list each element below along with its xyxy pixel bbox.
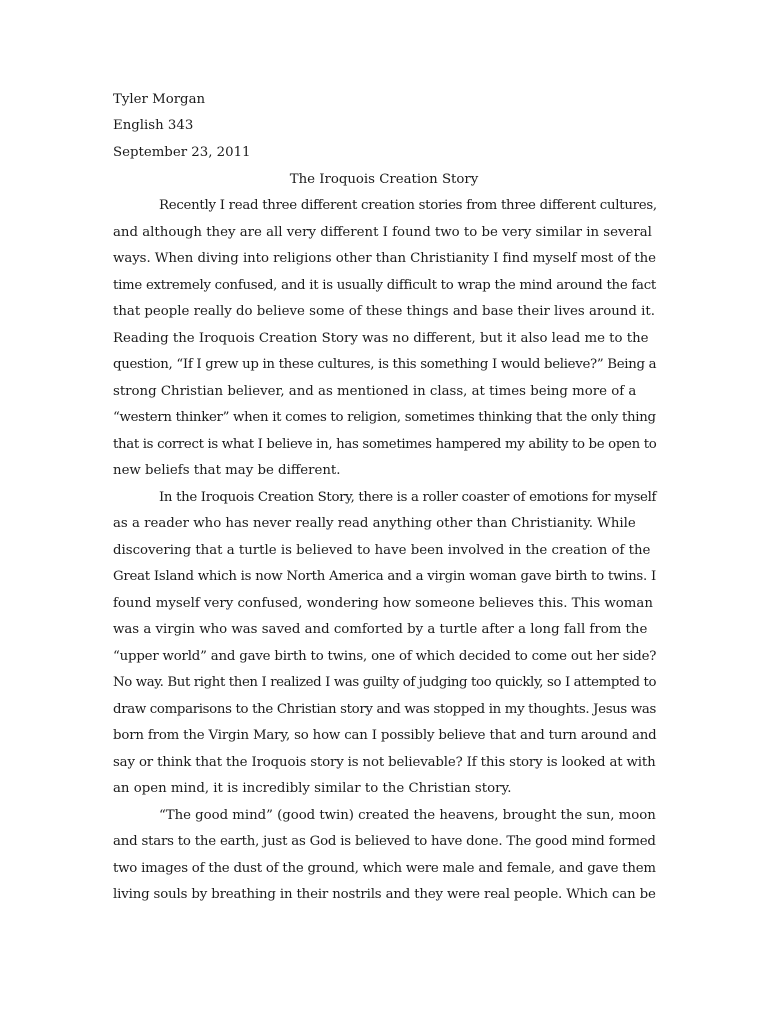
- paragraph-1-line-4: time extremely confused, and it is usually difficult to wrap the mind around the fact: [113, 278, 656, 293]
- paragraph-2-line-8: No way. But right then I realized I was guilty of judging too quickly, so I attempted to: [113, 675, 657, 690]
- paragraph-2-line-5: found myself very confused, wondering how someone believes this. This woman: [113, 596, 653, 611]
- paragraph-2-line-9: draw comparisons to the Christian story and was stopped in my thoughts. Jesus was: [113, 702, 657, 717]
- paragraph-2-line-2: as a reader who has never really read anything other than Christianity. While: [113, 516, 636, 531]
- paragraph-2-line-12: an open mind, it is incredibly similar to the Christian story.: [113, 781, 512, 796]
- paragraph-1-line-1: Recently I read three different creation stories from three different cultures,: [159, 198, 657, 213]
- essay-title: The Iroquois Creation Story: [289, 172, 479, 187]
- paragraph-3-line-3: two images of the dust of the ground, which were male and female, and gave them: [113, 861, 656, 876]
- paragraph-2-line-11: say or think that the Iroquois story is not believable? If this story is looked at with: [113, 755, 656, 770]
- paragraph-1-line-11: new beliefs that may be different.: [113, 463, 341, 478]
- paragraph-2-line-10: born from the Virgin Mary, so how can I possibly believe that and turn around and: [113, 728, 657, 743]
- paragraph-1-line-9: “western thinker” when it comes to religion, sometimes thinking that the only thing: [113, 410, 656, 425]
- author-name: Tyler Morgan: [113, 92, 206, 107]
- course-name: English 343: [113, 118, 194, 133]
- paragraph-3-line-4: living souls by breathing in their nostrils and they were real people. Which can be: [113, 887, 656, 902]
- paragraph-1-line-10: that is correct is what I believe in, has sometimes hampered my ability to be open to: [113, 437, 657, 452]
- paragraph-1-line-7: question, “If I grew up in these cultures, is this something I would believe?” Being a: [113, 357, 657, 372]
- paragraph-2-line-6: was a virgin who was saved and comforted by a turtle after a long fall from the: [113, 622, 648, 637]
- paragraph-2-line-3: discovering that a turtle is believed to have been involved in the creation of the: [113, 543, 651, 558]
- paragraph-2-line-7: “upper world” and gave birth to twins, one of which decided to come out her side?: [113, 649, 657, 664]
- paragraph-1-line-8: strong Christian believer, and as mentioned in class, at times being more of a: [113, 384, 637, 399]
- paragraph-1-line-2: and although they are all very different I found two to be very similar in several: [113, 225, 652, 240]
- paragraph-1-line-5: that people really do believe some of these things and base their lives around it.: [113, 304, 655, 319]
- essay-date: September 23, 2011: [113, 145, 251, 160]
- paragraph-3-line-1: “The good mind” (good twin) created the heavens, brought the sun, moon: [159, 808, 656, 823]
- paragraph-3-line-2: and stars to the earth, just as God is believed to have done. The good mind formed: [113, 834, 656, 849]
- paragraph-1-line-3: ways. When diving into religions other than Christianity I find myself most of the: [113, 251, 656, 266]
- paragraph-2-line-1: In the Iroquois Creation Story, there is a roller coaster of emotions for myself: [159, 490, 657, 505]
- paragraph-1-line-6: Reading the Iroquois Creation Story was no different, but it also lead me to the: [113, 331, 649, 346]
- paragraph-2-line-4: Great Island which is now North America and a virgin woman gave birth to twins. I: [113, 569, 656, 584]
